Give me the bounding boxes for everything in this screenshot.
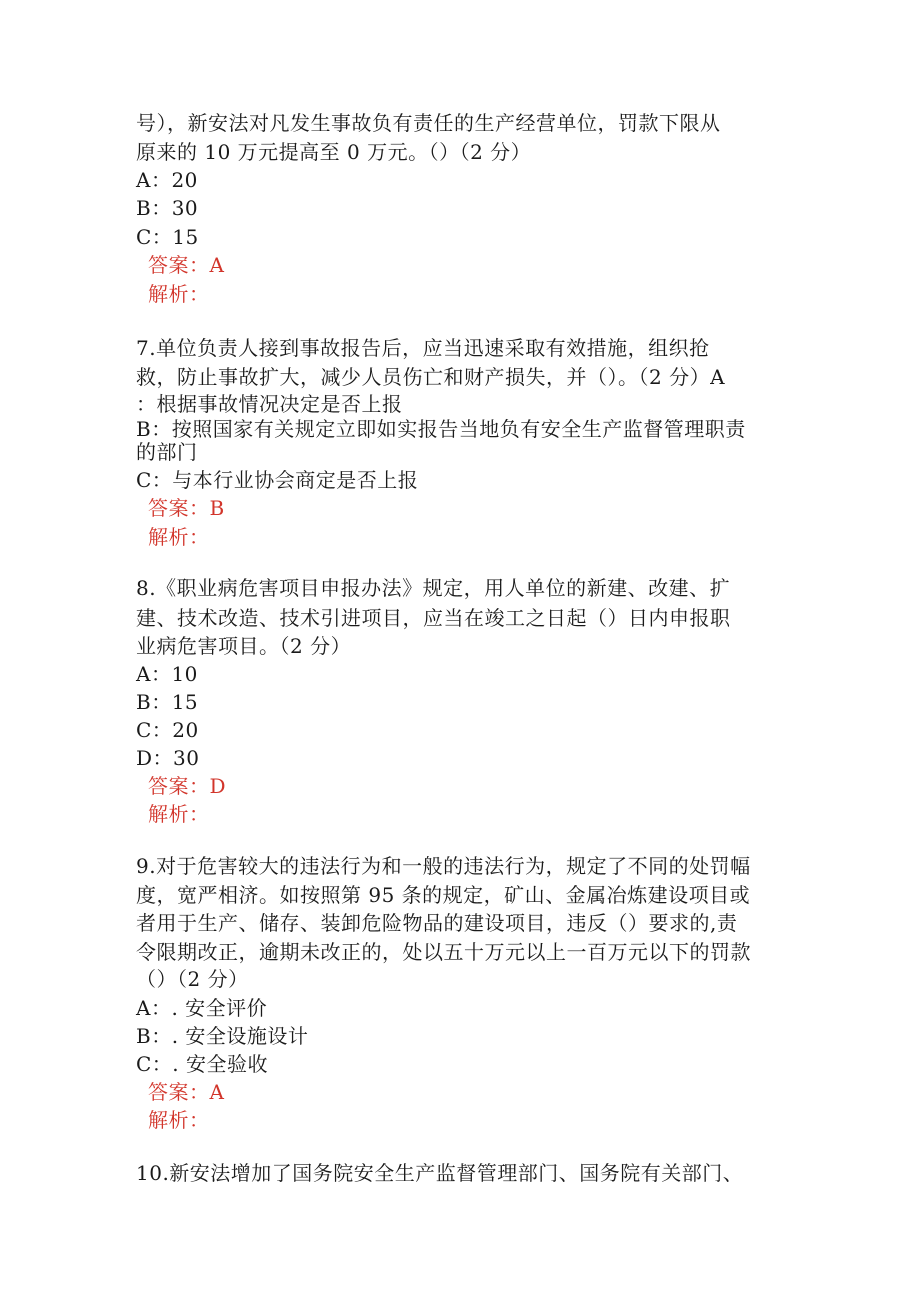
q7-analysis: 解析：	[148, 525, 210, 549]
q7-text-line-1: 7.单位负责人接到事故报告后，应当迅速采取有效措施，组织抢	[136, 336, 710, 360]
q9-text-line-2: 度，宽严相济。如按照第 95 条的规定，矿山、金属冶炼建设项目或	[136, 883, 751, 907]
q9-text-line-4: 令限期改正，逾期未改正的，处以五十万元以上一百万元以下的罚款	[136, 940, 751, 964]
q6-analysis: 解析：	[148, 282, 210, 306]
q10-text-line-1: 10.新安法增加了国务院安全生产监督管理部门、国务院有关部门、	[136, 1161, 744, 1185]
q8-option-a: A：10	[136, 662, 198, 686]
q9-text-line-5: （）（2 分）	[136, 967, 249, 991]
q7-option-c: C：与本行业协会商定是否上报	[136, 468, 419, 492]
q6-option-c: C：15	[136, 225, 199, 249]
q9-analysis: 解析：	[148, 1108, 210, 1132]
q7-answer: 答案：B	[148, 496, 225, 520]
q8-option-b: B：15	[136, 690, 199, 714]
q9-text-line-3: 者用于生产、储存、装卸危险物品的建设项目，违反（）要求的,责	[136, 911, 738, 935]
q9-answer: 答案：A	[148, 1080, 225, 1104]
q6-option-a: A：20	[136, 168, 198, 192]
q9-option-a: A：. 安全评价	[136, 996, 268, 1020]
q6-text-line-1: 号），新安法对凡发生事故负有责任的生产经营单位，罚款下限从	[136, 111, 721, 135]
q9-text-line-1: 9.对于危害较大的违法行为和一般的违法行为，规定了不同的处罚幅	[136, 854, 751, 878]
q9-option-b: B：. 安全设施设计	[136, 1024, 309, 1048]
q8-option-d: D：30	[136, 746, 200, 770]
q9-option-c: C：. 安全验收	[136, 1052, 269, 1076]
q8-analysis: 解析：	[148, 802, 210, 826]
q8-answer: 答案：D	[148, 774, 227, 798]
q7-text-line-2: 救，防止事故扩大，减少人员伤亡和财产损失，并（）。（2 分）A	[136, 365, 726, 389]
q8-text-line-3: 业病危害项目。（2 分）	[136, 634, 352, 658]
q7-option-a: ：根据事故情况决定是否上报	[136, 392, 403, 416]
q7-option-b-line-1: B：按照国家有关规定立即如实报告当地负有安全生产监督管理职责	[136, 417, 746, 441]
q8-text-line-2: 建、技术改造、技术引进项目，应当在竣工之日起（）日内申报职	[136, 606, 731, 630]
q6-answer: 答案：A	[148, 253, 225, 277]
q6-option-b: B：30	[136, 196, 199, 220]
q8-option-c: C：20	[136, 718, 199, 742]
q6-text-line-2: 原来的 10 万元提高至 0 万元。（）（2 分）	[136, 140, 532, 164]
q8-text-line-1: 8.《职业病危害项目申报办法》规定，用人单位的新建、改建、扩	[136, 576, 731, 600]
q7-option-b-line-2: 的部门	[136, 440, 198, 464]
